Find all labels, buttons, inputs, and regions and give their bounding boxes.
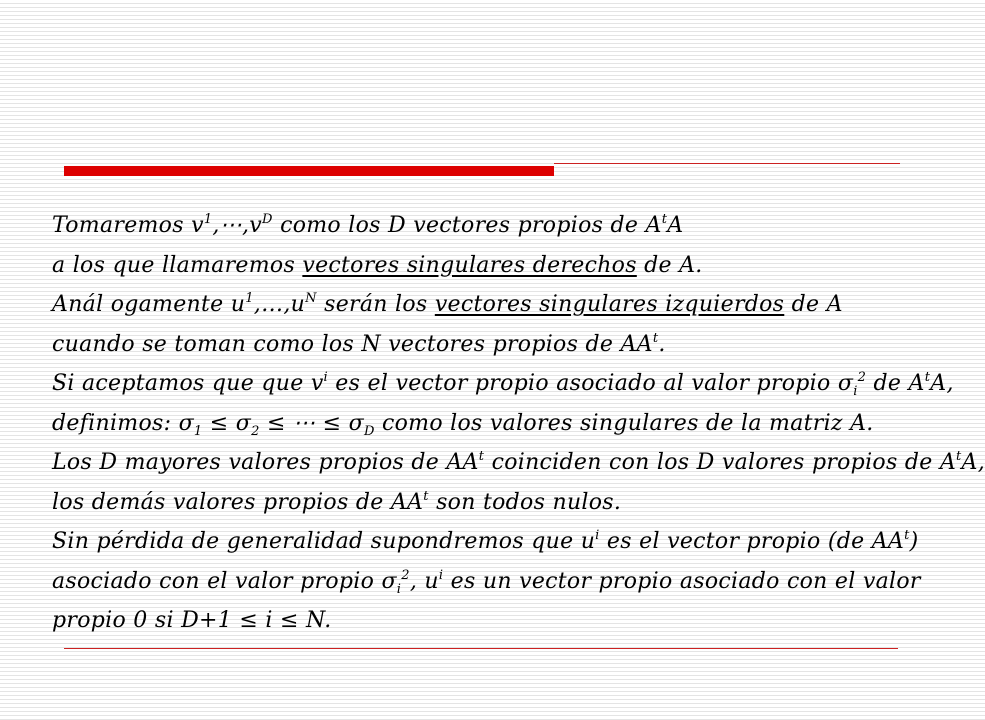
superscript: 1 [245,291,254,306]
superscript: N [305,291,317,306]
subscript: D [363,423,375,439]
superscript: t [904,528,910,543]
superscript: t [423,488,429,504]
title-rule [554,163,900,164]
text-run: Anál ogamente u [52,292,246,317]
text-run: Los D mayores valores propios de AA [52,450,479,475]
text-run: A [667,213,684,238]
subscript: i [853,384,858,399]
text-line-3 [52,285,932,325]
formula-body [52,206,985,641]
superscript: 2 [857,370,867,385]
superscript: t [478,449,485,464]
text-line-2 [52,246,932,286]
superscript: 2 [401,567,410,583]
superscript: t [956,449,962,464]
underlined-term: vectores singulares izquierdos [434,292,785,317]
text-run: ,…,u [253,292,306,317]
text-run: A, [930,371,954,396]
superscript: 1 [203,212,213,227]
text-run: ,⋯,v [212,213,263,238]
superscript: D [262,212,273,227]
text-run: a los que llamaremos [52,252,303,278]
text-line-1 [52,206,932,246]
text-run: propio 0 si D+1 ≤ i ≤ N. [52,608,332,633]
text-run: serán los [316,292,435,317]
underlined-term: vectores singulares derechos [302,252,637,278]
text-line-11 [52,601,932,641]
text-run: de A [866,371,925,396]
text-run: son todos nulos. [428,489,622,515]
text-line-7 [52,443,985,483]
text-run: cuando se toman como los N vectores propios de AA [52,331,653,357]
text-run: Si aceptamos que que v [52,371,324,396]
text-run: es un vector propio asociado con el valor [443,568,921,594]
text-run: como los valores singulares de la matriz A. [374,410,874,436]
text-run: es el vector propio (de AA [599,529,905,554]
text-run: de A. [636,252,703,278]
title-accent-bar [64,166,554,176]
superscript: i [323,370,329,385]
text-run: definimos: σ [52,410,194,436]
superscript: i [438,567,444,583]
text-line-6 [52,404,932,444]
text-run: como los D vectores propios de A [272,213,662,238]
text-run: asociado con el valor propio σ [52,568,397,594]
superscript: i [595,528,600,543]
subscript: 2 [251,423,260,439]
text-run: Tomaremos v [52,213,204,238]
footer-rule [64,648,898,649]
text-run: coinciden con los D valores propios de A [484,450,957,475]
text-run: es el vector propio asociado al valor propio σ [328,371,854,396]
superscript: t [652,330,659,346]
text-run: de A [784,292,843,317]
text-run: . [658,331,666,357]
text-run: , u [409,568,439,594]
superscript: t [924,370,931,385]
text-run: ≤ ⋯ ≤ σ [259,410,364,436]
subscript: i [396,581,402,597]
text-run: Sin pérdida de generalidad supondremos que u [52,529,596,554]
text-run: los demás valores propios de AA [52,489,424,515]
subscript: 1 [193,423,203,439]
text-line-10 [52,562,932,602]
text-line-9 [52,522,932,562]
text-line-4 [52,325,932,365]
text-run: ≤ σ [202,410,252,436]
text-line-5 [52,364,954,404]
text-line-8 [52,483,932,523]
superscript: t [661,212,668,227]
text-run: A, [961,450,985,475]
text-run: ) [909,529,919,554]
